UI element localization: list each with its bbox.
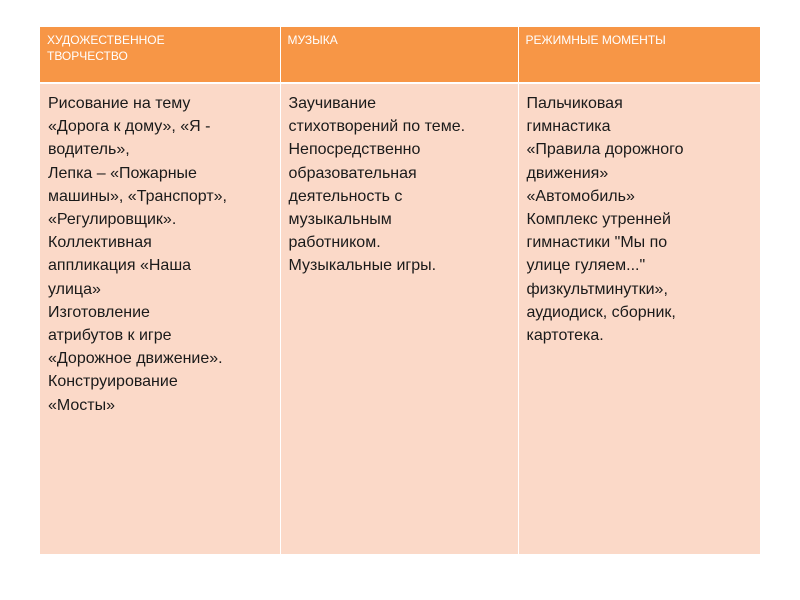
table-header-row [40, 27, 760, 83]
header-music: МУЗЫКА [280, 27, 518, 83]
cell-routine: Пальчиковая гимнастика «Правила дорожного движения» «Автомобиль» Комплекс утренней гимнастики "Мы по улице гуляем..." физкультминутки», аудиодиск, сборник, картотека. [518, 83, 760, 554]
table-row [40, 83, 760, 554]
header-routine: РЕЖИМНЫЕ МОМЕНТЫ [518, 27, 760, 83]
activities-table [40, 27, 760, 554]
header-art: ХУДОЖЕСТВЕННОЕ ТВОРЧЕСТВО [40, 27, 280, 83]
cell-art: Рисование на тему «Дорога к дому», «Я - водитель», Лепка – «Пожарные машины», «Транспорт», «Регулировщик». Коллективная аппликация «Наша улица» Изготовление атрибутов к игре «Дорожное движение». Конструирование «Мосты» [40, 83, 280, 554]
cell-music: Заучивание стихотворений по теме. Непосредственно образовательная деятельность с музыкальным работником. Музыкальные игры. [280, 83, 518, 554]
